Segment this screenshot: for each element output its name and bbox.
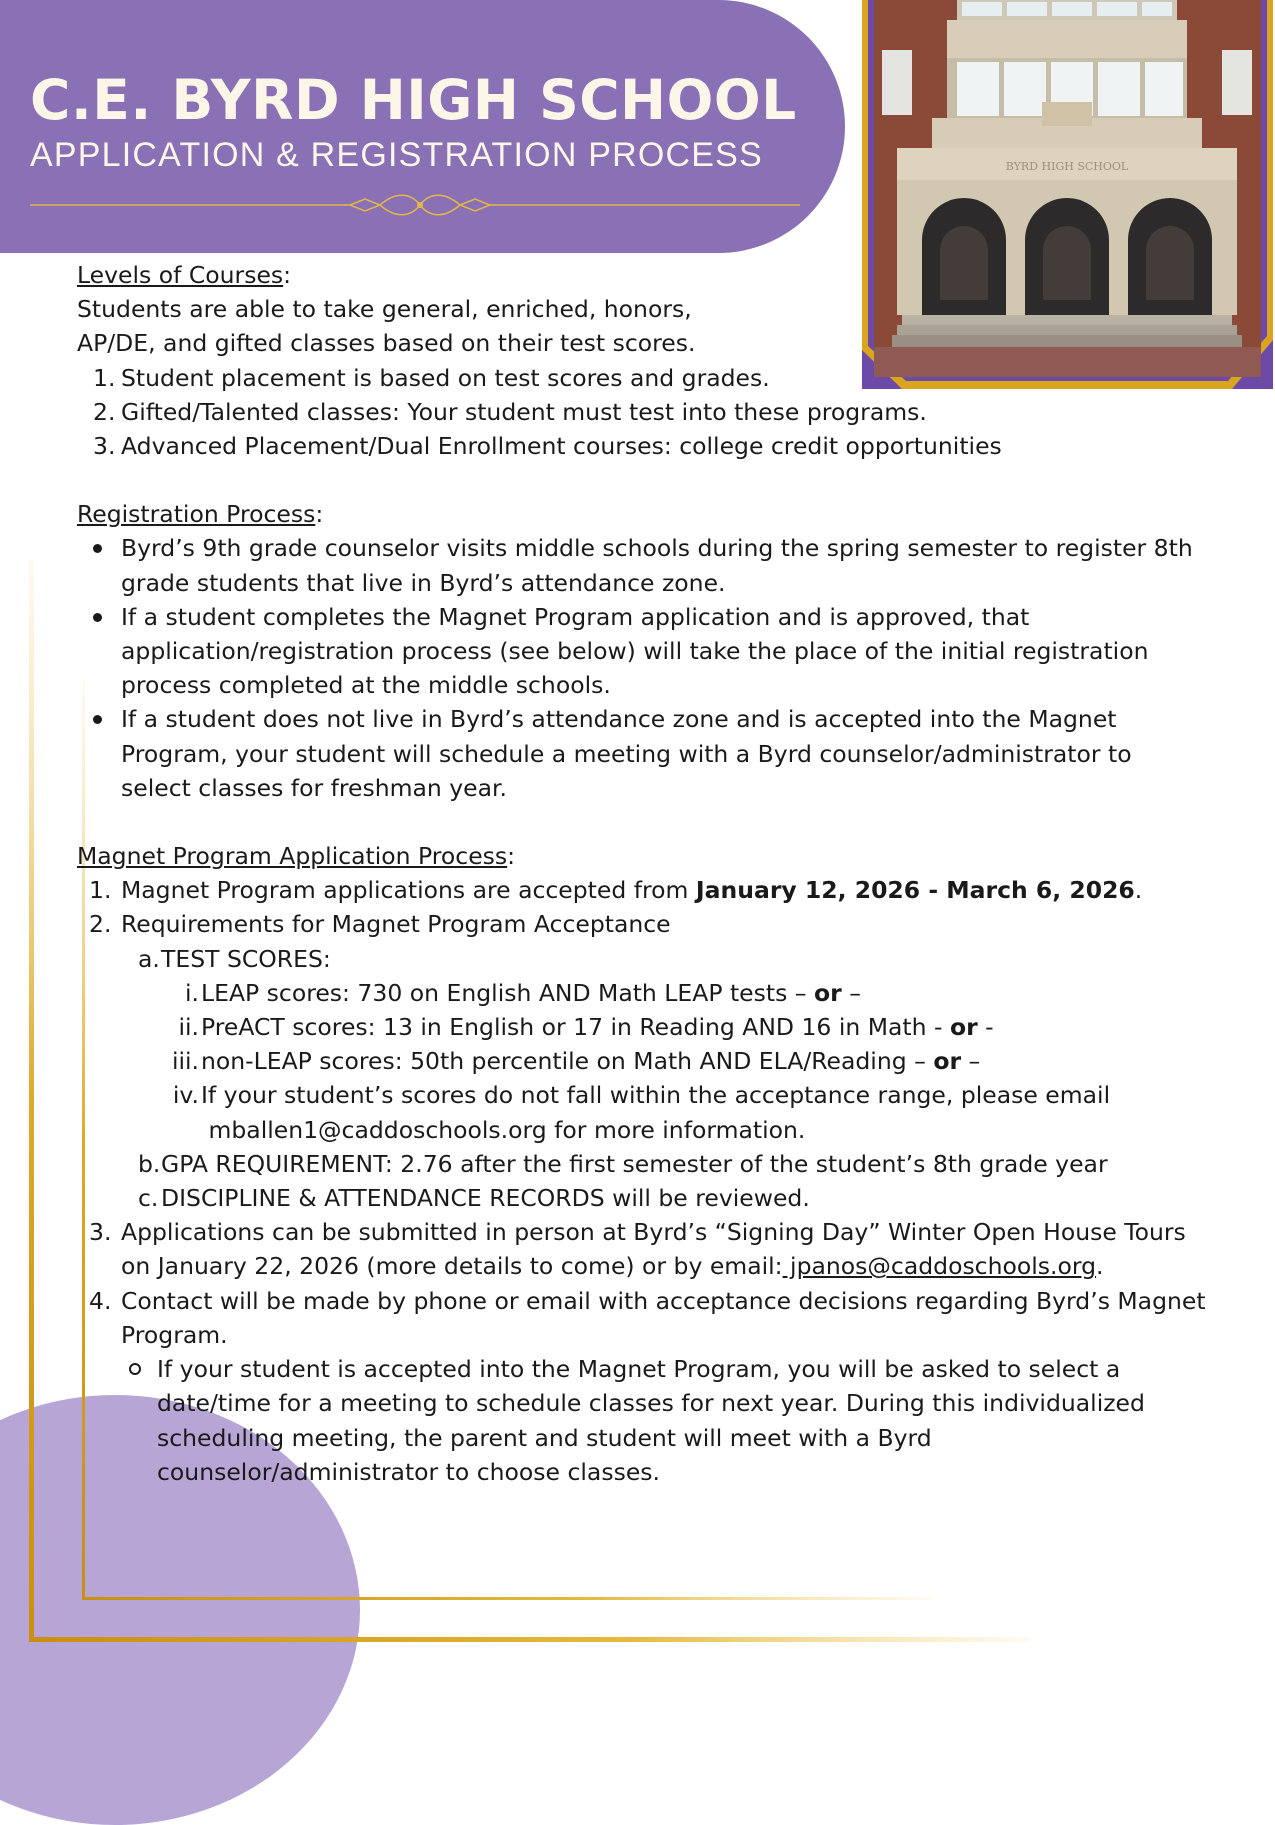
- list-item: c. DISCIPLINE & ATTENDANCE RECORDS will be reviewed.: [138, 1184, 810, 1213]
- list-item: a. TEST SCORES: i. LEAP scores: 730 on English AND Math LEAP tests – or – ii. PreACT scores: 13 in English or 17 in Reading AND 16 in Math - or - iii. non-LEAP scores: 50th percentile on Math AND ELA/Reading – or – iv. If your student’s scores do not fall within the acceptance range, please email mballen1@caddoschools.org for more information.: [121, 942, 1207, 1147]
- magnet-heading: Magnet Program Application Process: [77, 842, 508, 871]
- content-body: [77, 258, 1207, 1489]
- svg-text:BYRD HIGH SCHOOL: BYRD HIGH SCHOOL: [1005, 160, 1129, 173]
- magnet-heading-line: Magnet Program Application Process:: [77, 842, 516, 871]
- acceptance-sublist: [77, 1352, 1207, 1489]
- list-item: If your student is accepted into the Magnet Program, you will be asked to select a date/time for a meeting to schedule classes for next year. During this individualized scheduling meeting, the parent and student will meet with a Byrd counselor/administrator to choose classes.: [77, 1352, 1207, 1489]
- list-item: i. LEAP scores: 730 on English AND Math LEAP tests – or –: [185, 978, 861, 1007]
- list-item: 1. Student placement is based on test scores and grades.: [93, 363, 770, 392]
- levels-intro-2: AP/DE, and gifted classes based on their test scores.: [77, 329, 696, 358]
- ornament-divider: [20, 190, 810, 220]
- list-item: If a student does not live in Byrd’s attendance zone and is accepted into the Magnet Program, your student will schedule a meeting with a Byrd counselor/administrator to select classes for freshman year.: [77, 702, 1207, 805]
- levels-list: [77, 361, 1207, 464]
- application-dates: January 12, 2026 - March 6, 2026: [695, 876, 1135, 905]
- list-item: 1. Magnet Program applications are accepted from January 12, 2026 - March 6, 2026.: [89, 876, 1143, 905]
- levels-heading: Levels of Courses: [77, 261, 284, 289]
- page-subtitle: APPLICATION & REGISTRATION PROCESS: [30, 136, 763, 174]
- counselor-email: mballen1@caddoschools.org: [208, 1115, 547, 1144]
- registration-list: [77, 531, 1207, 805]
- list-item: ii. PreACT scores: 13 in English or 17 in Reading AND 16 in Math - or -: [178, 1013, 994, 1042]
- levels-intro-1: Students are able to take general, enriched, honors,: [77, 295, 692, 324]
- list-item: 2. Gifted/Talented classes: Your student must test into these programs.: [93, 397, 927, 426]
- application-email-link[interactable]: jpanos@caddoschools.org: [782, 1252, 1097, 1281]
- list-item: 3. Advanced Placement/Dual Enrollment courses: college credit opportunities: [93, 432, 1002, 461]
- list-item: iii. non-LEAP scores: 50th percentile on Math AND ELA/Reading – or –: [171, 1047, 981, 1076]
- test-scores-list: [121, 976, 1207, 1147]
- requirements-list: [121, 942, 1207, 1216]
- list-item: iv. If your student’s scores do not fall within the acceptance range, please email mballen1@caddoschools.org for more information.: [172, 1081, 1111, 1144]
- registration-heading: Registration Process: [77, 500, 316, 529]
- list-item: 2. Requirements for Magnet Program Acceptance a. TEST SCORES: i. LEAP scores: 730 on English AND Math LEAP tests – or – ii. PreACT scores: 13 in English or 17 in Reading AND 16 in Math - or - iii. non-LEAP scores: 50th percentile on Math AND ELA/Reading – or – iv. If your student’s scores do not fall within the acceptance range, please email mballen1@caddoschools.org for more information. b. GPA REQUIREMENT: 2.76 after the first semester of the student’s 8th grade year c. DISCIPLINE & ATTENDANCE RECORDS will be reviewed.: [77, 907, 1207, 1215]
- list-item: 3. Applications can be submitted in person at Byrd’s “Signing Day” Winter Open House Tours on January 22, 2026 (more details to come) or by email: jpanos@caddoschools.org.: [89, 1218, 1186, 1281]
- registration-heading-line: Registration Process:: [77, 500, 324, 529]
- list-item: 4. Contact will be made by phone or email with acceptance decisions regarding Byrd’s Magnet Program. If your student is accepted into the Magnet Program, you will be asked to select a date/time for a meeting to schedule classes for next year. During this individualized scheduling meeting, the parent and student will meet with a Byrd counselor/administrator to choose classes.: [77, 1284, 1207, 1489]
- page-title: C.E. BYRD HIGH SCHOOL: [30, 68, 797, 132]
- list-item: b. GPA REQUIREMENT: 2.76 after the first semester of the student’s 8th grade year: [138, 1149, 1108, 1178]
- magnet-list: [77, 873, 1207, 1489]
- list-item: If a student completes the Magnet Program application and is approved, that application/registration process (see below) will take the place of the initial registration process completed at the middle schools.: [77, 600, 1207, 703]
- list-item: Byrd’s 9th grade counselor visits middle schools during the spring semester to register 8th grade students that live in Byrd’s attendance zone.: [77, 531, 1207, 599]
- levels-heading-line: Levels of Courses:: [77, 261, 292, 289]
